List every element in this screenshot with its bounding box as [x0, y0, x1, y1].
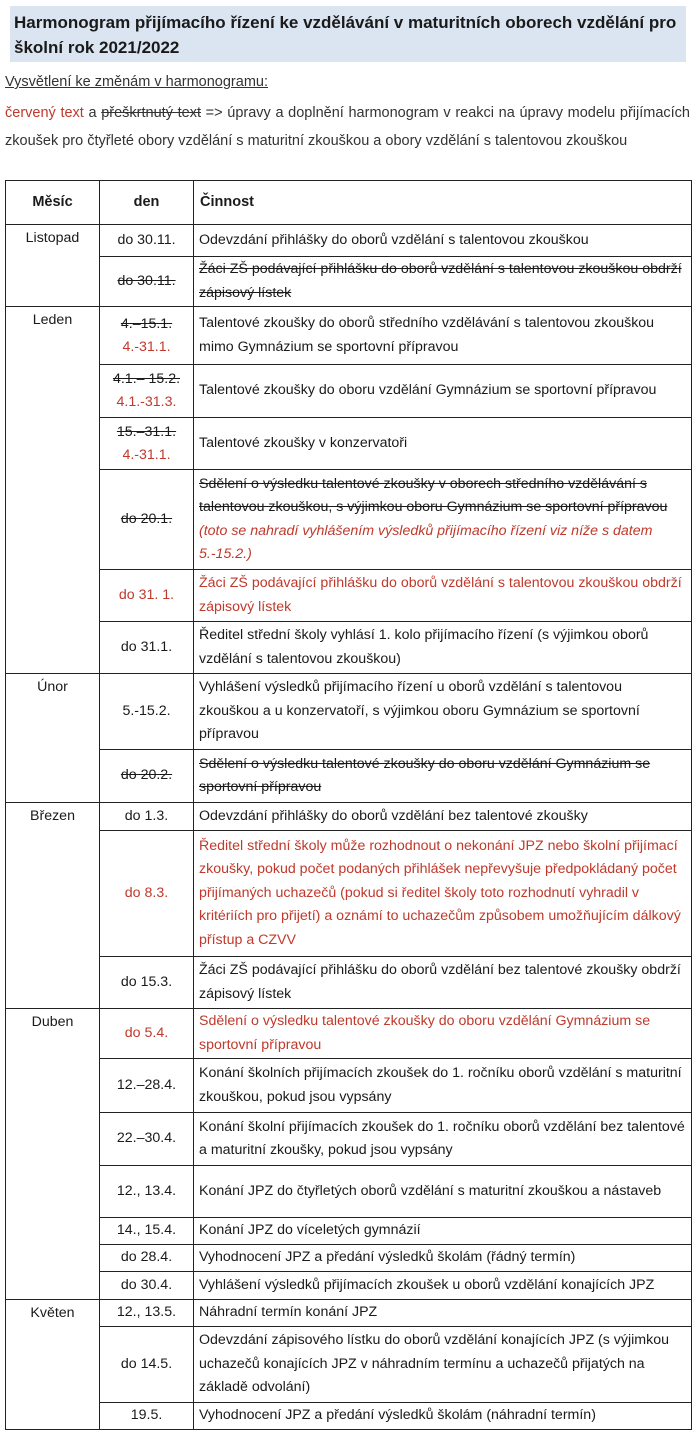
activity-cell: Talentové zkoušky do oborů středního vzdělávání s talentovou zkouškou mimo Gymnázium se sportovní přípravou — [194, 307, 692, 365]
day-cell — [100, 365, 194, 418]
day-new: 4.1.-31.3. — [116, 394, 177, 410]
table-row — [6, 257, 692, 307]
day-cell: do 30.11. — [100, 225, 194, 257]
table-row — [6, 1009, 692, 1059]
table-row — [6, 418, 692, 470]
day-cell: do 31.1. — [100, 622, 194, 674]
activity-cell: Žáci ZŠ podávající přihlášku do oborů vzdělání bez talentové zkoušky obdrží zápisový lístek — [194, 957, 692, 1009]
activity-cell: Žáci ZŠ podávající přihlášku do oborů vzdělání s talentovou zkouškou obdrží zápisový lístek — [194, 257, 692, 307]
day-cell: do 8.3. — [100, 831, 194, 957]
table-row — [6, 831, 692, 957]
explanation-text — [5, 100, 690, 155]
activity-cell: Sdělení o výsledku talentové zkoušky do oboru vzdělání Gymnázium se sportovní přípravou — [194, 750, 692, 803]
day-cell: do 30.4. — [100, 1272, 194, 1300]
day-old: 15.–31.1. — [116, 423, 177, 440]
table-row — [6, 1327, 692, 1403]
activity-cell: Vyhlášení výsledků přijímacích zkoušek u oborů vzdělání konajících JPZ — [194, 1272, 692, 1300]
day-cell: do 20.1. — [100, 470, 194, 570]
activity-cell — [194, 470, 692, 570]
activity-cell: Náhradní termín konání JPZ — [194, 1300, 692, 1327]
day-cell: 12.–28.4. — [100, 1059, 194, 1113]
month-cell: Únor — [6, 674, 100, 803]
day-cell: 22.–30.4. — [100, 1113, 194, 1166]
activity-cell: Odevzdání zápisového lístku do oborů vzdělání konajících JPZ (s výjimkou uchazečů konajících JPZ v náhradním termínu a uchazečů přijatých na základě odvolání) — [194, 1327, 692, 1403]
month-cell: Leden — [6, 307, 100, 674]
schedule-table — [5, 180, 692, 1430]
table-row — [6, 1218, 692, 1245]
activity-cell: Konání JPZ do víceletých gymnázií — [194, 1218, 692, 1245]
activity-cell: Odevzdání přihlášky do oborů vzdělání bez talentové zkoušky — [194, 803, 692, 831]
table-row — [6, 307, 692, 365]
month-cell: Duben — [6, 1009, 100, 1300]
table-row — [6, 1113, 692, 1166]
table-row — [6, 225, 692, 257]
activity-cell: Konání školních přijímacích zkoušek do 1. ročníku oborů vzdělání s maturitní zkouškou, pokud jsou vypsány — [194, 1059, 692, 1113]
header-day: den — [100, 181, 194, 225]
activity-note: (toto se nahradí vyhlášením výsledků přijímacího řízení viz níže s datem 5.-15.2.) — [199, 522, 653, 562]
day-old: 4.1.– 15.2. — [112, 371, 181, 387]
day-cell: do 20.2. — [100, 750, 194, 803]
activity-cell: Talentové zkoušky do oboru vzdělání Gymnázium se sportovní přípravou — [194, 365, 692, 418]
activity-cell: Odevzdání přihlášky do oborů vzdělání s talentovou zkouškou — [194, 225, 692, 257]
day-new: 4.-31.1. — [122, 338, 171, 355]
strike-text-legend: přeškrtnutý text — [101, 105, 201, 121]
red-text-legend: červený text — [5, 105, 84, 121]
day-cell: 5.-15.2. — [100, 674, 194, 750]
activity-cell: Ředitel střední školy vyhlásí 1. kolo přijímacího řízení (s výjimkou oborů vzdělání s talentovou zkouškou) — [194, 622, 692, 674]
day-cell: do 5.4. — [100, 1009, 194, 1059]
day-cell: do 28.4. — [100, 1245, 194, 1272]
table-row — [6, 365, 692, 418]
day-cell: do 31. 1. — [100, 570, 194, 622]
activity-cell: Sdělení o výsledku talentové zkoušky do oboru vzdělání Gymnázium se sportovní přípravou — [194, 1009, 692, 1059]
day-cell: do 15.3. — [100, 957, 194, 1009]
activity-cell: Ředitel střední školy může rozhodnout o nekonání JPZ nebo školní přijímací zkoušky, pokud počet podaných přihlášek nepřevyšuje předpokládaný počet přijímaných uchazečů (pokud si ředitel školy toto rozhodnutí vyhradil v kritériích pro přijetí) a oznámí to uchazečům způsobem umožňujícím dálkový přístup a CZVV — [194, 831, 692, 957]
activity-cell: Vyhlášení výsledků přijímacího řízení u oborů vzdělání s talentovou zkouškou a u konzervatoří, s výjimkou oboru Gymnázium se sportovní přípravou — [194, 674, 692, 750]
page-title: Harmonogram přijímacího řízení ke vzdělávání v maturitních oborech vzdělání pro školní rok 2021/2022 — [14, 13, 677, 57]
header-activity: Činnost — [194, 181, 692, 225]
day-cell: do 30.11. — [100, 257, 194, 307]
day-cell — [100, 307, 194, 365]
table-row — [6, 622, 692, 674]
day-new: 4.-31.1. — [122, 446, 171, 463]
legend-connector: a — [83, 105, 102, 121]
table-row — [6, 957, 692, 1009]
header-month: Měsíc — [6, 181, 100, 225]
table-row — [6, 803, 692, 831]
table-row — [6, 1300, 692, 1327]
table-row — [6, 470, 692, 570]
activity-cell: Konání JPZ do čtyřletých oborů vzdělání s maturitní zkouškou a nástaveb — [194, 1166, 692, 1218]
table-row — [6, 1272, 692, 1300]
day-cell: do 14.5. — [100, 1327, 194, 1403]
day-cell: 12., 13.5. — [100, 1300, 194, 1327]
month-cell: Březen — [6, 803, 100, 1009]
table-row — [6, 1245, 692, 1272]
table-row — [6, 570, 692, 622]
day-cell: 14., 15.4. — [100, 1218, 194, 1245]
explanation-heading: Vysvětlení ke změnám v harmonogramu: — [5, 74, 268, 90]
table-row — [6, 1403, 692, 1430]
activity-cell: Talentové zkoušky v konzervatoři — [194, 418, 692, 470]
table-row — [6, 1166, 692, 1218]
activity-strike: Sdělení o výsledku talentové zkoušky v oborech středního vzdělávání s talentovou zkouškou, s výjimkou oboru Gymnázium se sportovní přípravou — [199, 475, 668, 515]
day-old: 4.–15.1. — [120, 315, 173, 332]
month-cell: Listopad — [6, 225, 100, 307]
day-cell: 12., 13.4. — [100, 1166, 194, 1218]
table-row — [6, 1059, 692, 1113]
activity-cell: Žáci ZŠ podávající přihlášku do oborů vzdělání s talentovou zkouškou obdrží zápisový lístek — [194, 570, 692, 622]
activity-cell: Vyhodnocení JPZ a předání výsledků školám (náhradní termín) — [194, 1403, 692, 1430]
day-cell: do 1.3. — [100, 803, 194, 831]
table-row — [6, 750, 692, 803]
explanation-body: => úpravy a doplnění harmonogram v reakci na úpravy modelu přijímacích zkoušek pro čtyřleté obory vzdělání s maturitní zkouškou a obory vzdělání s talentovou zkouškou — [5, 105, 690, 149]
day-cell: 19.5. — [100, 1403, 194, 1430]
activity-cell: Vyhodnocení JPZ a předání výsledků školám (řádný termín) — [194, 1245, 692, 1272]
table-row — [6, 674, 692, 750]
day-cell — [100, 418, 194, 470]
month-cell: Květen — [6, 1300, 100, 1430]
table-header-row — [6, 181, 692, 225]
activity-cell: Konání školní přijímacích zkoušek do 1. ročníku oborů vzdělání bez talentové a maturitní zkoušky, pokud jsou vypsány — [194, 1113, 692, 1166]
